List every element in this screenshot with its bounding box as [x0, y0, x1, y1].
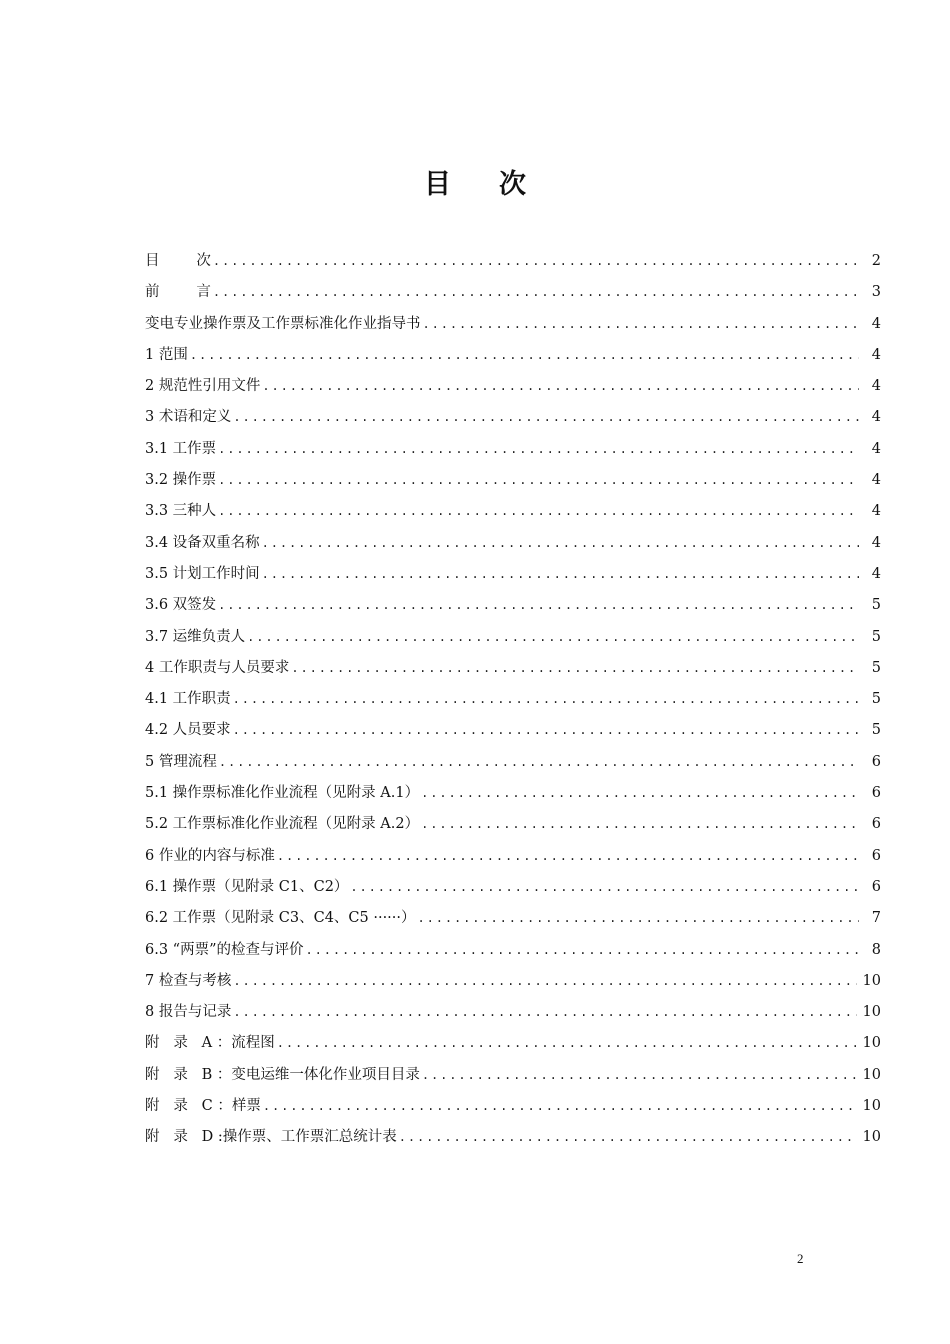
toc-dot-leader: [291, 653, 859, 684]
page-title: [0, 162, 950, 201]
toc-entry[interactable]: [145, 684, 881, 715]
page-title-char-2: 次: [499, 169, 526, 200]
toc-entry-label: 5 管理流程: [145, 753, 217, 770]
toc-dot-leader: [306, 935, 860, 966]
toc-entry[interactable]: [145, 590, 881, 621]
toc-entry-page: 6: [871, 878, 881, 895]
toc-dot-leader: [233, 684, 859, 715]
toc-entry-label: 6 作业的内容与标准: [145, 847, 275, 864]
toc-dot-leader: [262, 528, 859, 559]
toc-entry-page: 6: [871, 847, 881, 864]
toc-entry-label: 3.1 工作票: [145, 440, 217, 457]
toc-entry-label: 6.3 “两票”的检查与评价: [145, 941, 304, 958]
toc-entry[interactable]: [145, 528, 881, 559]
toc-entry[interactable]: [145, 778, 881, 809]
toc-entry-label: 附 录 A ：流程图: [145, 1035, 275, 1052]
toc-dot-leader: [218, 465, 859, 496]
table-of-contents: [145, 246, 881, 1154]
toc-entry-label: 2 规范性引用文件: [145, 378, 261, 395]
toc-entry-label: 前 言: [145, 284, 211, 301]
toc-entry-label: 8 报告与记录: [145, 1004, 232, 1021]
toc-dot-leader: [213, 246, 859, 277]
toc-entry-page: 10: [862, 972, 881, 989]
toc-dot-leader: [422, 1060, 857, 1091]
toc-entry[interactable]: [145, 1122, 881, 1153]
toc-entry[interactable]: [145, 841, 881, 872]
toc-entry-page: 4: [871, 565, 881, 582]
toc-entry[interactable]: [145, 434, 881, 465]
toc-entry-label: 3.4 设备双重名称: [145, 534, 260, 551]
toc-dot-leader: [233, 402, 859, 433]
toc-entry-label: 3 术语和定义: [145, 409, 232, 426]
toc-dot-leader: [421, 809, 859, 840]
toc-entry[interactable]: [145, 1060, 881, 1091]
toc-entry-label: 附 录 D :操作票、工作票汇总统计表: [145, 1129, 397, 1146]
toc-entry[interactable]: [145, 1091, 881, 1122]
toc-entry-page: 5: [871, 628, 881, 645]
toc-dot-leader: [277, 841, 859, 872]
toc-dot-leader: [218, 590, 859, 621]
toc-entry-label: 5.2 工作票标准化作业流程（见附录 A.2）: [145, 816, 420, 833]
toc-entry-page: 10: [862, 1066, 881, 1083]
toc-entry[interactable]: [145, 340, 881, 371]
toc-entry-page: 3: [871, 284, 881, 301]
toc-dot-leader: [421, 778, 859, 809]
toc-entry-page: 5: [871, 659, 881, 676]
toc-entry[interactable]: [145, 966, 881, 997]
toc-entry[interactable]: [145, 277, 881, 308]
toc-dot-leader: [213, 277, 859, 308]
toc-entry-page: 8: [871, 941, 881, 958]
toc-dot-leader: [233, 966, 856, 997]
toc-entry-label: 3.2 操作票: [145, 472, 217, 489]
toc-entry-label: 附 录 C ：样票: [145, 1098, 261, 1115]
toc-entry[interactable]: [145, 309, 881, 340]
toc-dot-leader: [262, 559, 859, 590]
toc-entry-label: 6.1 操作票（见附录 C1、C2）: [145, 878, 349, 895]
toc-dot-leader: [418, 903, 859, 934]
toc-entry-label: 7 检查与考核: [145, 972, 232, 989]
toc-entry-page: 4: [871, 409, 881, 426]
toc-entry[interactable]: [145, 402, 881, 433]
toc-dot-leader: [218, 496, 859, 527]
toc-entry-page: 2: [871, 253, 881, 269]
toc-entry-page: 6: [871, 785, 881, 802]
toc-dot-leader: [190, 340, 859, 371]
toc-entry[interactable]: [145, 559, 881, 590]
toc-entry-label: 4 工作职责与人员要求: [145, 659, 290, 676]
toc-entry[interactable]: [145, 809, 881, 840]
toc-dot-leader: [262, 371, 859, 402]
toc-entry-page: 5: [871, 691, 881, 708]
toc-entry-label: 4.1 工作职责: [145, 691, 231, 708]
toc-entry-page: 5: [871, 597, 881, 614]
toc-entry-label: 变电专业操作票及工作票标准化作业指导书: [145, 315, 421, 332]
toc-dot-leader: [219, 747, 859, 778]
toc-entry[interactable]: [145, 246, 881, 277]
toc-entry-label: 3.7 运维负责人: [145, 628, 246, 645]
toc-entry-page: 5: [871, 722, 881, 739]
toc-dot-leader: [277, 1028, 857, 1059]
toc-entry-page: 4: [871, 378, 881, 395]
toc-entry[interactable]: [145, 747, 881, 778]
toc-entry-label: 3.6 双签发: [145, 597, 217, 614]
page-title-char-1: 目: [424, 169, 451, 200]
toc-entry-label: 3.3 三种人: [145, 503, 217, 520]
toc-entry-page: 4: [871, 346, 881, 363]
toc-entry-page: 6: [871, 753, 881, 770]
toc-entry-label: 1 范围: [145, 346, 188, 363]
toc-entry[interactable]: [145, 371, 881, 402]
toc-entry[interactable]: [145, 903, 881, 934]
toc-entry-page: 6: [871, 816, 881, 833]
toc-entry-label: 附 录 B ：变电运维一体化作业项目目录: [145, 1066, 420, 1083]
toc-entry[interactable]: [145, 935, 881, 966]
toc-entry-page: 10: [862, 1035, 881, 1052]
toc-entry-label: 3.5 计划工作时间: [145, 565, 260, 582]
toc-entry-page: 4: [871, 440, 881, 457]
toc-entry-page: 4: [871, 315, 881, 332]
toc-dot-leader: [350, 872, 859, 903]
toc-entry[interactable]: [145, 1028, 881, 1059]
toc-entry-page: 4: [871, 503, 881, 520]
toc-entry-page: 4: [871, 534, 881, 551]
toc-entry-page: 10: [862, 1004, 881, 1021]
toc-entry-label: 6.2 工作票（见附录 C3、C4、C5 ······）: [145, 910, 416, 927]
toc-entry[interactable]: [145, 465, 881, 496]
toc-dot-leader: [399, 1122, 857, 1153]
toc-entry-label: 5.1 操作票标准化作业流程（见附录 A.1）: [145, 785, 420, 802]
toc-entry[interactable]: [145, 653, 881, 684]
toc-dot-leader: [263, 1091, 857, 1122]
toc-entry[interactable]: [145, 872, 881, 903]
toc-entry[interactable]: [145, 622, 881, 653]
toc-dot-leader: [233, 715, 859, 746]
toc-dot-leader: [233, 997, 856, 1028]
toc-dot-leader: [218, 434, 859, 465]
toc-entry-label: 目 次: [145, 253, 211, 269]
toc-entry-label: 4.2 人员要求: [145, 722, 231, 739]
toc-entry-page: 4: [871, 472, 881, 489]
page-number: 2: [797, 1251, 804, 1266]
toc-entry[interactable]: [145, 997, 881, 1028]
toc-entry-page: 7: [871, 910, 881, 927]
toc-entry-page: 10: [862, 1098, 881, 1115]
toc-entry[interactable]: [145, 715, 881, 746]
toc-dot-leader: [247, 622, 859, 653]
toc-entry-page: 10: [862, 1129, 881, 1146]
toc-dot-leader: [423, 309, 860, 340]
toc-entry[interactable]: [145, 496, 881, 527]
